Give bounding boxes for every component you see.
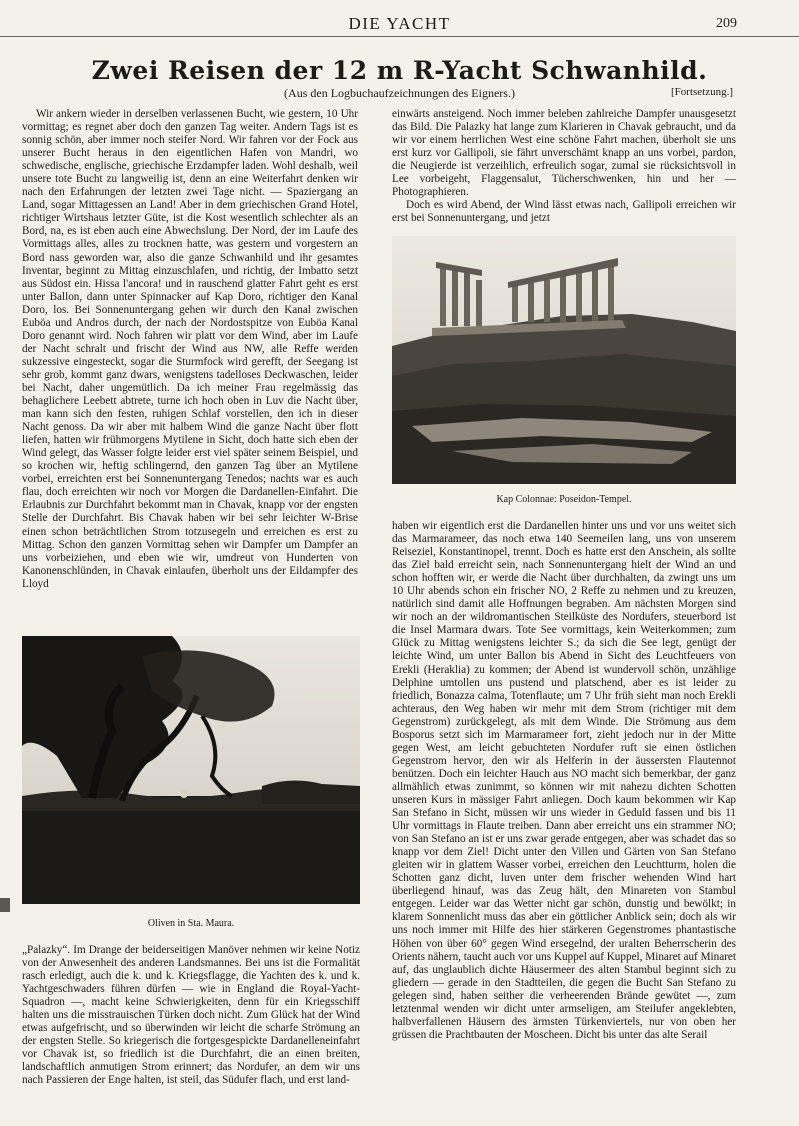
olive-tree-image (22, 636, 360, 904)
running-title: DIE YACHT (348, 14, 451, 33)
page-number: 209 (716, 16, 737, 31)
right-column-upper-text (392, 108, 736, 232)
poseidon-temple-image (392, 236, 736, 484)
article-subtitle: (Aus den Logbuchaufzeichnungen des Eigners.) (284, 86, 515, 100)
running-header (0, 14, 799, 37)
left-column-lower-text (22, 944, 360, 1110)
paragraph: Wir ankern wieder in derselben verlassenen Bucht, wie gestern, 10 Uhr vormittag; es regnet aber doch den ganzen Tag weiter. Andern Tags ist es sonnig schön, aber immer noch steifer Nord. Wir fahren vor der Fock aus unserer Bucht heraus in den eigentlichen Hafen von Mandri, wo schwedische, englische, griechische Erzdampfer laden. Wohl deshalb, weil unsere tote Bucht zu langweilig ist, denn an eine Weiterfahrt denken wir nach den Erfahrungen der letzten zwei Tage nicht. — Spaziergang an Land, sogar Mittagessen an Land! Aber in dem griechischen Grand Hotel, richtiger Wirtshaus letzter Güte, ist die Kost wesentlich schlechter als an Bord, na, es ist eben auch eine Abwechslung. Der Nord, der im Laufe des Vormittags alles, alles zu trocknen hatte, was gestern und vorgestern an Bord nass geworden war, also die ganze Schwanhild und ihr gesamtes Inventar, beginnt zu Mittag einzuschlafen, und richtig, der Imbatto setzt aus Südost ein. Hissa l'ancora! und in rauschend glatter Fahrt geht es erst unter Ballon, dann unter Spinnacker auf Kap Doro, richtiger den Kanal Doro, los. Bei Sonnenuntergang gehen wir durch den Kanal zwischen Euböa und Andros durch, der nach der Nordostspitze von Euböa Kanal Doro genannt wird. Noch fahren wir platt vor dem Wind, aber im Laufe der Nacht schralt und frischt der Wind aus NW, alle Reffe werden sukzessive eingesteckt, sogar die Sturmfock wird gerefft, der Seegang ist sehr grob, kommt ganz dwars, wenigstens tadelloses Deckwaschen, leider bei Nacht, daher ungemütlich. Da ich meiner Frau regelmässig das behaglichere Leebett abtrete, turne ich hoch oben in Luv die Nacht über, man kann sich den festen, ruhigen Schlaf vorstellen, den ich in dieser Nacht genoss. Da wir aber mit halbem Wind die ganze Nacht über flott liefen, hatten wir frühmorgens Mytilene in Sicht, doch hatte sich eben der Wind gelegt, das Wasser folgte leider erst viel später seinem Beispiel, und so krochen wir, heftig schlingernd, den ganzen Tag über an Mytilene vorbei, erreichten erst bei Sonnenuntergang Tenedos; nachts war es auch flau, doch erreichten wir noch vor Morgen die Dardanellen-Einfahrt. Die Erlaubnis zur Durchfahrt bekommt man in Chavak, knapp vor der engsten Stelle der Durchfahrt. Bis Chavak haben wir bei sehr leichter W-Brise einen schon beträchtlichen Strom totzusegeln und erreichen es erst zu Mittag. Schon den ganzen Vormittag sehen wir Dampfer um Dampfer an uns vorbeiziehen, und eben wie wir, umdreut von Hunderten von Kanonenschlünden, in Chavak einlaufen, überholt uns der Eildampfer des Lloyd (22, 108, 358, 590)
right-column-lower-text (392, 520, 736, 1110)
paragraph: einwärts ansteigend. Noch immer beleben zahlreiche Dampfer unausgesetzt das Bild. Die Palazky hat lange zum Klarieren in Chavak gebraucht, und da wir vor einem herrlichen West eine schöne Fahrt machen, überholt sie uns erst kurz vor Gallipoli, sie fährt unverschämt knapp an uns vorbei, pardon, die Neugierde ist verzeihlich, erfreulich sogar, zumal sie rücksichtsvoll in Lee vorbeigeht, Flaggensalut, Tücherschwenken, hin und her — Photographieren. (392, 108, 736, 199)
temple-photo-caption: Kap Colonnae: Poseidon-Tempel. (496, 494, 632, 505)
olive-photo-caption: Oliven in Sta. Maura. (147, 918, 235, 929)
article-title: Zwei Reisen der 12 m R-Yacht Schwanhild. (91, 56, 708, 85)
paragraph: Doch es wird Abend, der Wind lässt etwas nach, Gallipoli erreichen wir erst bei Sonnenuntergang, und jetzt (392, 199, 736, 225)
paragraph: haben wir eigentlich erst die Dardanellen hinter uns und vor uns weitet sich das Marmarameer, das noch etwa 140 Seemeilen lang, uns von unserem Reiseziel, Konstantinopel, trennt. Doch es hatte erst den Anschein, als sollte das Ziel bald erreicht sein, nach Sonnenuntergang hielt der Wind an und schon hofften wir, er werde die Nacht über durchhalten, da zwingt uns um 10 Uhr abends schon ein frischer NO, 2 Reffe zu nehmen und zu kreuzen, natürlich sind damit alle Hoffnungen begraben. Am nächsten Morgen sind wir noch an der wildromantischen Steilküste des Nordufers, steuerbord ist die Insel Marmara dwars. Tote See vormittags, kein Weiterkommen; zum Glück zu Mittag wenigstens leichter S.; da sich die See legt, genügt der leichte Wind, um unter Ballon bis Abend in Sicht des Leuchtfeuers von Erekli (Heraklia) zu kommen; der Abend ist wundervoll schön, unzählige Delphine umtollen uns pustend und platschend, aber es ist leider zu friedlich, Bonazza calma, Totenflaute; um 7 Uhr früh sieht man noch Erekli achteraus, den Weg haben wir mehr mit dem Strom (richtiger mit dem Gegenstrom) zurückgelegt, als mit dem Winde. Die Strömung aus dem Bosporus setzt sich im Marmarameer fort, zieht jedoch nur in der Mitte gegen West, am leicht gebuchteten Nordufer ruft sie einen östlichen Gegenstrom hervor, den wir als Helferin in der äussersten Flautennot benützen. Doch ein leichter Hauch aus NO macht sich bemerkbar, der ganz allmählich etwas zunimmt, so können wir mit nahezu dichten Schotten unseren Kurs in mässiger Fahrt anliegen. Doch kaum bekommen wir Kap San Stefano in Sicht, müssen wir uns wieder in Geduld fassen und bis 11 Uhr vormittags in Flaute treiben. Dann aber erreicht uns ein strammer NO; von San Stefano an ist er uns zwar gerade entgegen, aber was schadet das so knapp vor dem Ziel! Dicht unter den Villen und Gärten von San Stefano gleiten wir in glattem Wasser vorbei, erreichen den Leuchtturm, holen die Schotten ganz dicht, luven unter dem frischer wehenden Wind hart überliegend hinauf, was das Zeug hält, den Minareten von Stambul entgegen. Leider war das Wetter nicht gar schön, dunstig und bewölkt; in klarem Sonnenlicht muss das aber ein göttlicher Anblick sein; doch als wir uns noch immer mit Hilfe des hier stärkeren Gegenstromes phantastische Höhen von über 60° gegen Wind ersegelnd, der uralten Beherrscherin des Orients nähern, taucht auch vor uns Kuppel auf Kuppel, Minaret auf Minaret auf, das unglaublich dichte Häusermeer des alten Stambul beginnt sich zu gliedern — gerade in den Stadtteilen, die gegen die Bucht San Stefano zu gelegen sind, haben seither die verheerenden Brände gewütet —, zum letztenmal wenden wir dicht unter armseligen, am Steilufer angeklebten, halbverfallenen Häusern des ärmsten Türkenviertels, nur von oben her grüssen die Prachtbauten der Moscheen. Dicht bis unter das alte Serail (392, 520, 736, 1041)
olive-tree-photo (22, 636, 360, 904)
left-column-upper-text (22, 108, 358, 628)
paragraph: „Palazky“. Im Drange der beiderseitigen Manöver nehmen wir keine Notiz von der Anwesenheit des anderen Landsmannes. Bei uns ist die Formalität rasch erledigt, auch die k. und k. Kriegsflagge, die Yachten des k. und k. Yachtgeschwaders führen dürfen — wie in England die Royal-Yacht-Squadron —, macht keine Schwierigkeiten, denn für ein Kriegsschiff halten uns die misstrauischen Türken doch nicht. Zum Glück hat der Wind etwas aufgefrischt, und so überwinden wir leicht die scharfe Strömung an der engsten Stelle. So kriegerisch die fortgesgespickte Dardanelleneinfahrt vor Chavak ist, so friedlich ist die Durchfahrt, die an einen breiten, landschaftlich anmutigen Strom erinnert; das Nordufer, an dem wir uns nach Passieren der Enge halten, ist steil, das Südufer flach, und erst land- (22, 944, 360, 1087)
temple-photo (392, 236, 736, 484)
continued-note: [Fortsetzung.] (670, 86, 733, 98)
page-edge-mark (0, 898, 10, 912)
